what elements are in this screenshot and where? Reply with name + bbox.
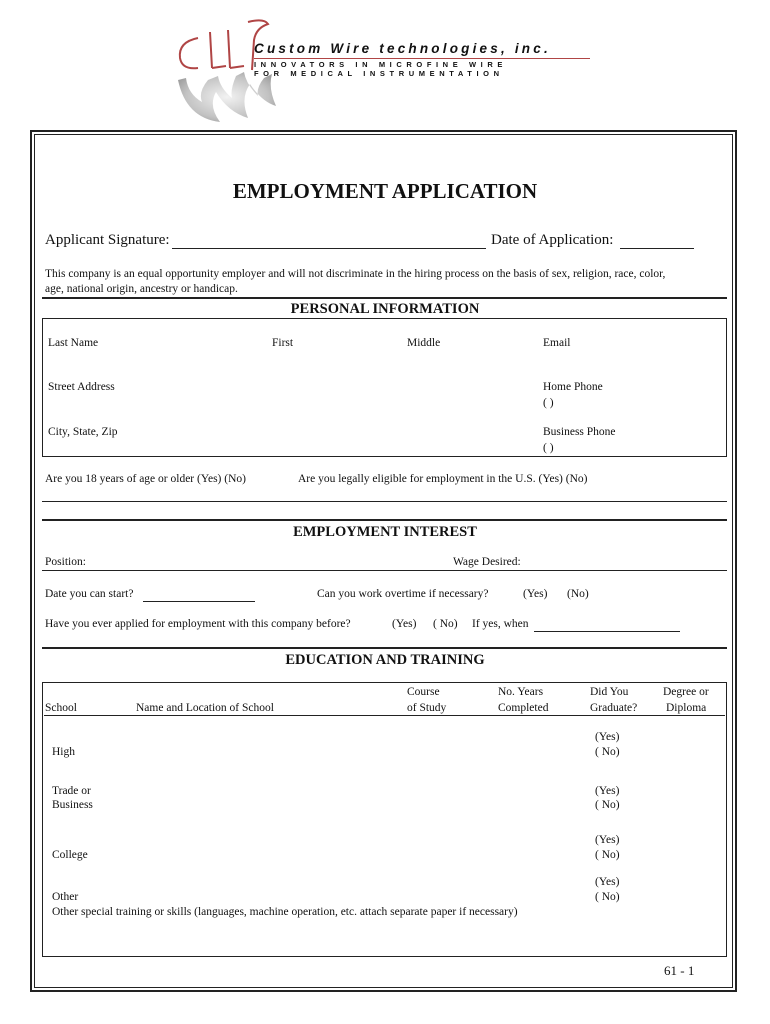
- position-line[interactable]: [42, 570, 727, 571]
- personal-bottom-rule: [42, 501, 727, 502]
- row-other-no[interactable]: ( No): [595, 891, 620, 903]
- employment-top-rule: [42, 519, 727, 521]
- home-phone-area[interactable]: ( ): [543, 397, 554, 409]
- logo-divider: [254, 58, 590, 59]
- home-phone-field[interactable]: Home Phone: [543, 381, 603, 393]
- row-trade-label-1: Trade or: [52, 785, 91, 797]
- education-section-header: EDUCATION AND TRAINING: [285, 652, 485, 668]
- start-date-line[interactable]: [143, 601, 255, 602]
- applied-no[interactable]: ( No): [433, 618, 458, 630]
- first-name-field[interactable]: First: [272, 337, 294, 349]
- business-phone-field[interactable]: Business Phone: [543, 426, 616, 438]
- applied-yes[interactable]: (Yes): [392, 618, 417, 630]
- personal-top-rule: [42, 297, 727, 299]
- position-label: Position:: [45, 556, 86, 568]
- col-graduate-1: Did You: [590, 686, 629, 698]
- row-high-label: High: [52, 746, 75, 758]
- last-name-field[interactable]: Last Name: [48, 337, 99, 349]
- row-other-label: Other: [52, 891, 79, 903]
- eeo-statement-line-2: age, national origin, ancestry or handicap.: [45, 283, 238, 295]
- date-line[interactable]: [620, 248, 694, 249]
- row-college-yes[interactable]: (Yes): [595, 834, 620, 846]
- company-logo: [168, 18, 608, 128]
- personal-info-box: [42, 318, 727, 457]
- eligibility-question[interactable]: Are you legally eligible for employment in the U.S. (Yes) (No): [298, 473, 588, 485]
- other-skills-label: Other special training or skills (languages, machine operation, etc. attach separate paper if necessary): [52, 906, 518, 918]
- wage-label: Wage Desired:: [453, 556, 521, 568]
- col-course-1: Course: [407, 686, 440, 698]
- col-degree-1: Degree or: [663, 686, 709, 698]
- form-title: EMPLOYMENT APPLICATION: [232, 179, 538, 203]
- if-yes-when-line[interactable]: [534, 631, 680, 632]
- city-state-zip-field[interactable]: City, State, Zip: [48, 426, 118, 438]
- personal-section-header: PERSONAL INFORMATION: [290, 301, 480, 317]
- row-trade-label-2: Business: [52, 799, 93, 811]
- company-tagline-2: FOR MEDICAL INSTRUMENTATION: [254, 69, 504, 78]
- row-trade-yes[interactable]: (Yes): [595, 785, 620, 797]
- eeo-statement-line-1: This company is an equal opportunity employer and will not discriminate in the hiring process on the basis of sex, religion, race, color,: [45, 268, 666, 280]
- signature-label: Applicant Signature:: [45, 232, 170, 248]
- company-tagline-1: INNOVATORS IN MICROFINE WIRE: [254, 60, 507, 69]
- middle-name-field[interactable]: Middle: [407, 337, 441, 349]
- row-college-label: College: [52, 849, 88, 861]
- business-phone-area[interactable]: ( ): [543, 442, 554, 454]
- company-name: Custom Wire technologies, inc.: [254, 41, 551, 56]
- col-years-1: No. Years: [498, 686, 544, 698]
- if-yes-when-label: If yes, when: [472, 618, 529, 630]
- overtime-no[interactable]: (No): [567, 588, 589, 600]
- col-years-2: Completed: [498, 702, 549, 714]
- col-degree-2: Diploma: [666, 702, 707, 714]
- row-high-no[interactable]: ( No): [595, 746, 620, 758]
- overtime-yes[interactable]: (Yes): [523, 588, 548, 600]
- email-field[interactable]: Email: [543, 337, 571, 349]
- row-trade-no[interactable]: ( No): [595, 799, 620, 811]
- employment-section-header: EMPLOYMENT INTEREST: [293, 524, 477, 540]
- applied-before-question: Have you ever applied for employment with this company before?: [45, 618, 351, 630]
- street-address-field[interactable]: Street Address: [48, 381, 115, 393]
- start-date-label: Date you can start?: [45, 588, 134, 600]
- row-college-no[interactable]: ( No): [595, 849, 620, 861]
- col-course-2: of Study: [407, 702, 447, 714]
- signature-line[interactable]: [172, 248, 486, 249]
- education-header-underline: [44, 715, 725, 716]
- row-high-yes[interactable]: (Yes): [595, 731, 620, 743]
- row-other-yes[interactable]: (Yes): [595, 876, 620, 888]
- col-graduate-2: Graduate?: [590, 702, 638, 714]
- page-number: 61 - 1: [664, 963, 695, 978]
- col-school: School: [45, 702, 77, 714]
- education-top-rule: [42, 647, 727, 649]
- date-label: Date of Application:: [491, 232, 614, 248]
- age-question[interactable]: Are you 18 years of age or older (Yes) (No): [45, 473, 246, 485]
- col-school-name: Name and Location of School: [136, 702, 274, 714]
- overtime-question: Can you work overtime if necessary?: [317, 588, 489, 600]
